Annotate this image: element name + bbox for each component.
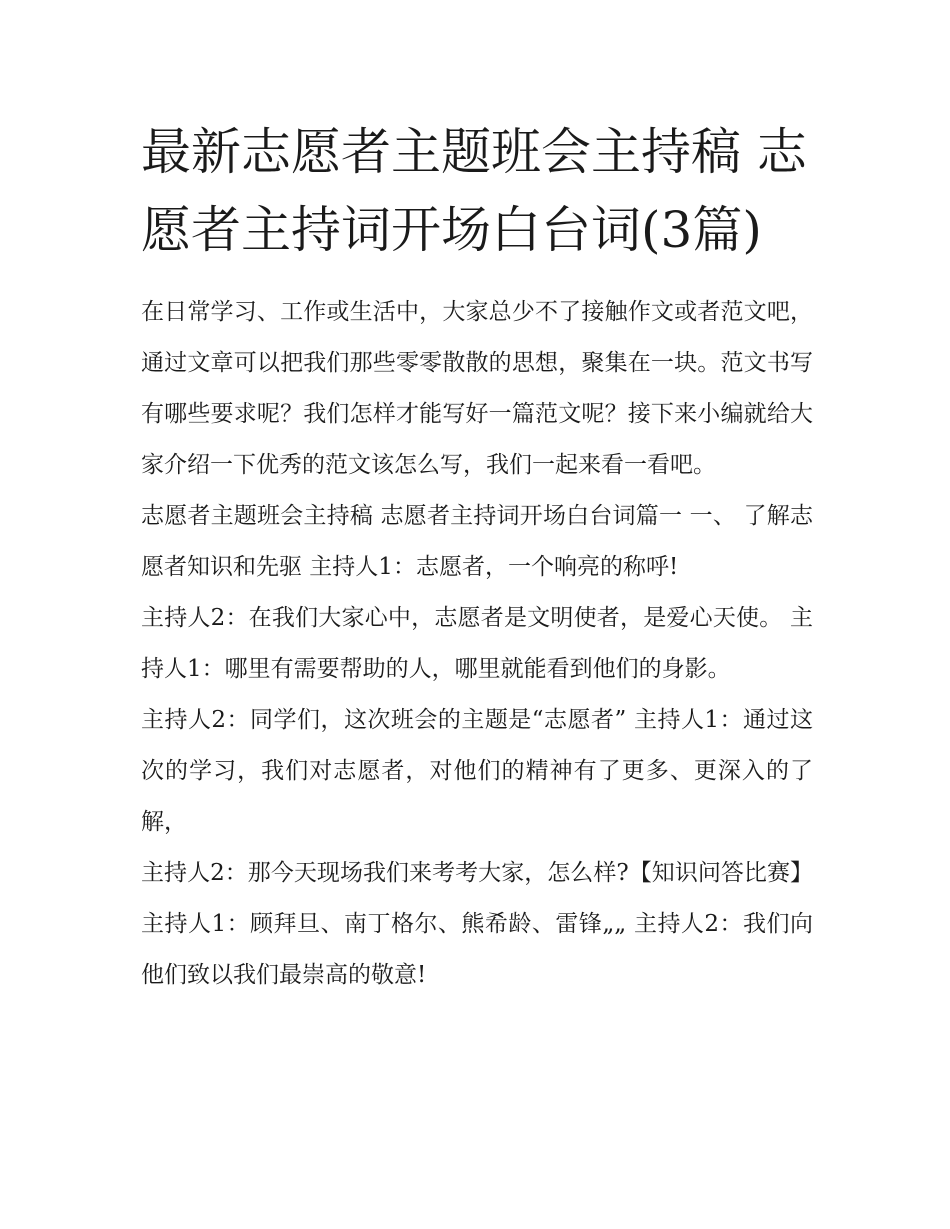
paragraph-intro: 在日常学习、工作或生活中，大家总少不了接触作文或者范文吧，通过文章可以把我们那些零零散散的思想，聚集在一块。范文书写有哪些要求呢？我们怎样才能写好一篇范文呢？接下来小编就给大家介绍一下优秀的范文该怎么写，我们一起来看一看吧。 <box>141 299 813 478</box>
paragraph-host-2-angels: 主持人2：在我们大家心中，志愿者是文明使者，是爱心天使。 主持人1：哪里有需要帮助的人，哪里就能看到他们的身影。 <box>141 605 813 682</box>
paragraph-theme: 主持人2：同学们，这次班会的主题是“志愿者” 主持人1：通过这次的学习，我们对志愿者，对他们的精神有了更多、更深入的了解， <box>141 707 813 835</box>
paragraph-section-one: 志愿者主题班会主持稿 志愿者主持词开场白台词篇一 一、 了解志愿者知识和先驱 主持人1：志愿者，一个响亮的称呼! <box>141 503 813 580</box>
document-title: 最新志愿者主题班会主持稿 志愿者主持词开场白台词(3篇) <box>141 123 807 259</box>
document-page <box>141 113 813 1001</box>
paragraph-quiz: 主持人2：那今天现场我们来考考大家，怎么样?【知识问答比赛】 主持人1：顾拜旦、南丁格尔、熊希龄、雷锋„„ 主持人2：我们向他们致以我们最崇高的敬意! <box>141 860 813 988</box>
